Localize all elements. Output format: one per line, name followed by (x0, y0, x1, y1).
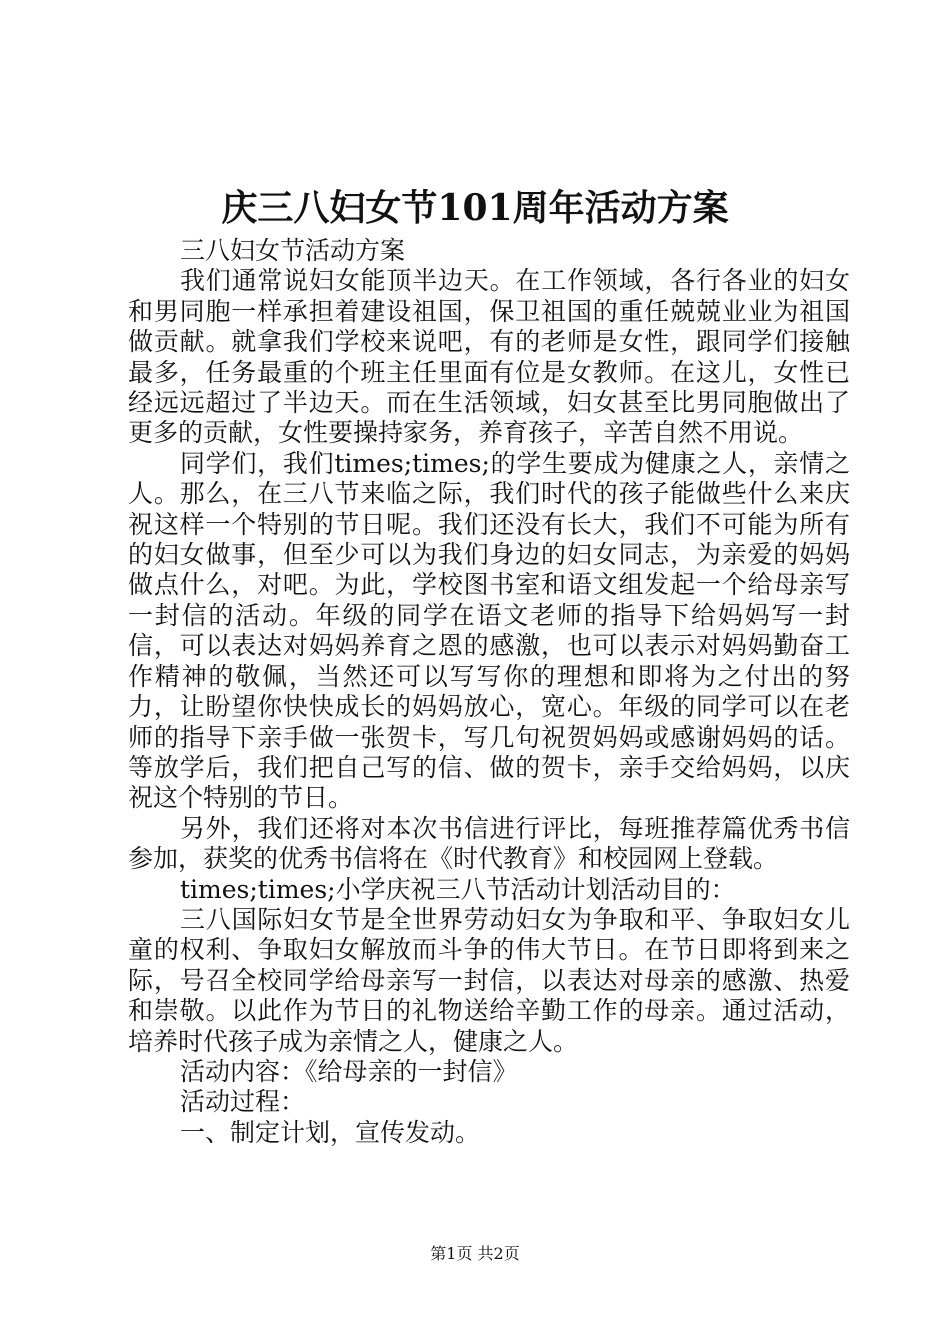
paragraph-activity-purpose-heading: times;times;小学庆祝三八节活动计划活动目的： (180, 874, 736, 904)
document-body (128, 236, 850, 1148)
paragraph-subtitle: 三八妇女节活动方案 (180, 236, 406, 265)
page-footer: 第1页 共2页 (430, 1244, 520, 1263)
document-title: 庆三八妇女节101周年活动方案 (221, 187, 729, 229)
paragraph-women-half-sky: 我们通常说妇女能顶半边天。在工作领域，各行各业的妇女和男同胞一样承担着建设祖国，保卫祖国的重任兢兢业业为祖国做贡献。就拿我们学校来说吧，有的老师是女性，跟同学们接触最多，任务最重的个班主任里面有位是女教师。在这儿，女性已经远远超过了半边天。而在生活领域，妇女甚至比男同胞做出了更多的贡献，女性要操持家务，养育孩子，辛苦自然不用说。 (128, 266, 850, 448)
paragraph-activity-content: 活动内容：《给母亲的一封信》 (180, 1056, 518, 1086)
paragraph-letter-activity: 同学们，我们times;times;的学生要成为健康之人，亲情之人。那么，在三八节来临之际，我们时代的孩子能做些什么来庆祝这样一个特别的节日呢。我们还没有长大，我们不可能为所有的妇女做事，但至少可以为我们身边的妇女同志，为亲爱的妈妈做点什么，对吧。为此，学校图书室和语文组发起一个给母亲写一封信的活动。年级的同学在语文老师的指导下给妈妈写一封信，可以表达对妈妈养育之恩的感激，也可以表示对妈妈勤奋工作精神的敬佩，当然还可以写写你的理想和即将为之付出的努力，让盼望你快快成长的妈妈放心，宽心。年级的同学可以在老师的指导下亲手做一张贺卡，写几句祝贺妈妈或感谢妈妈的话。等放学后，我们把自己写的信、做的贺卡，亲手交给妈妈，以庆祝这个特别的节日。 (128, 448, 850, 813)
paragraph-step-one: 一、制定计划，宣传发动。 (180, 1117, 481, 1147)
paragraph-evaluation: 另外，我们还将对本次书信进行评比，每班推荐篇优秀书信参加，获奖的优秀书信将在《时代教育》和校园网上登载。 (128, 813, 850, 874)
paragraph-activity-process: 活动过程： (180, 1087, 306, 1117)
paragraph-activity-purpose: 三八国际妇女节是全世界劳动妇女为争取和平、争取妇女儿童的权利、争取妇女解放而斗争的伟大节日。在节日即将到来之际，号召全校同学给母亲写一封信，以表达对母亲的感激、热爱和崇敬。以此作为节日的礼物送给辛勤工作的母亲。通过活动，培养时代孩子成为亲情之人，健康之人。 (128, 904, 850, 1056)
